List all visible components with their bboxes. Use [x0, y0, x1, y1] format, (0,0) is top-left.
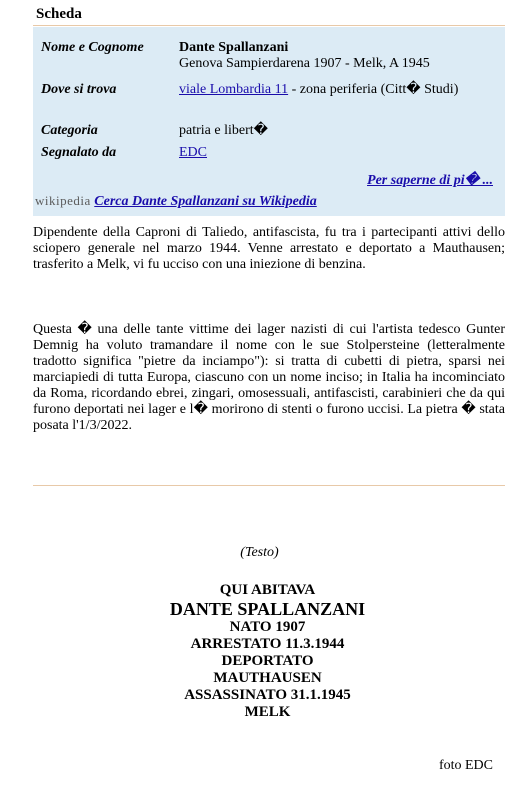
wikipedia-logo: wikipedia	[35, 193, 91, 208]
nome-value	[179, 40, 499, 72]
section-divider	[33, 485, 505, 486]
stone-line-2: DANTE SPALLANZANI	[169, 599, 366, 619]
categoria-label: Categoria	[41, 123, 98, 138]
stone-line-7: ASSASSINATO 31.1.1945	[184, 687, 351, 703]
stolpersteine-paragraph: Questa � una delle tante vittime dei lager nazisti di cui l'artista tedesco Gunter Demnig ha voluto tramandare il nome con le sue Stolpersteine (letteralmente tradotto significa "pietre da inciampo"): si tratta di cubetti di pietra, sparsi nei marciapiedi di tutta Europa, ciascuno con un nome inciso; in Italia ha incominciato da Roma, ricordando ebrei, zingari, omosessuali, antifascisti, carabinieri che da qui furono deportati nei lager e l� morirono di stenti o furono uccisi. La pietra � stata posata l'1/3/2022.	[33, 322, 505, 433]
segnalato-value	[179, 145, 499, 161]
stone-line-4: ARRESTATO 11.3.1944	[190, 636, 345, 652]
stone-line-3: NATO 1907	[229, 619, 306, 635]
photo-credit: foto EDC	[438, 758, 493, 773]
wikipedia-row	[35, 193, 317, 210]
stone-line-6: MAUTHAUSEN	[213, 670, 322, 686]
stone-line-8: MELK	[244, 704, 291, 720]
nome-name: Dante Spallanzani	[179, 40, 289, 55]
stone-inscription	[0, 582, 519, 721]
dove-rest: - zona periferia (Citt� Studi)	[288, 82, 459, 97]
nome-subtitle: Genova Sampierdarena 1907 - Melk, A 1945	[179, 56, 430, 71]
dove-label: Dove si trova	[41, 82, 117, 97]
stone-line-1: QUI ABITAVA	[219, 582, 316, 598]
nome-label: Nome e Cognome	[41, 40, 144, 55]
wikipedia-search-link[interactable]: Cerca Dante Spallanzani su Wikipedia	[94, 194, 317, 209]
stone-line-5: DEPORTATO	[221, 653, 314, 669]
segnalato-label: Segnalato da	[41, 145, 117, 160]
scheda-box	[33, 27, 505, 216]
biography-paragraph: Dipendente della Caproni di Taliedo, antifascista, fu tra i partecipanti attivi dello sciopero generale nel marzo 1944. Venne arrestato e deportato a Mauthausen; trasferito a Melk, vi fu ucciso con una iniezione di benzina.	[33, 225, 505, 272]
title-divider	[33, 25, 505, 26]
more-info-link[interactable]: Per saperne di pi� ...	[367, 173, 493, 188]
dove-value	[179, 82, 499, 98]
testo-label: (Testo)	[240, 545, 279, 560]
categoria-value: patria e libert�	[179, 123, 268, 138]
segnalato-link[interactable]: EDC	[179, 145, 207, 160]
scheda-title: Scheda	[36, 6, 82, 22]
dove-link[interactable]: viale Lombardia 11	[179, 82, 289, 97]
